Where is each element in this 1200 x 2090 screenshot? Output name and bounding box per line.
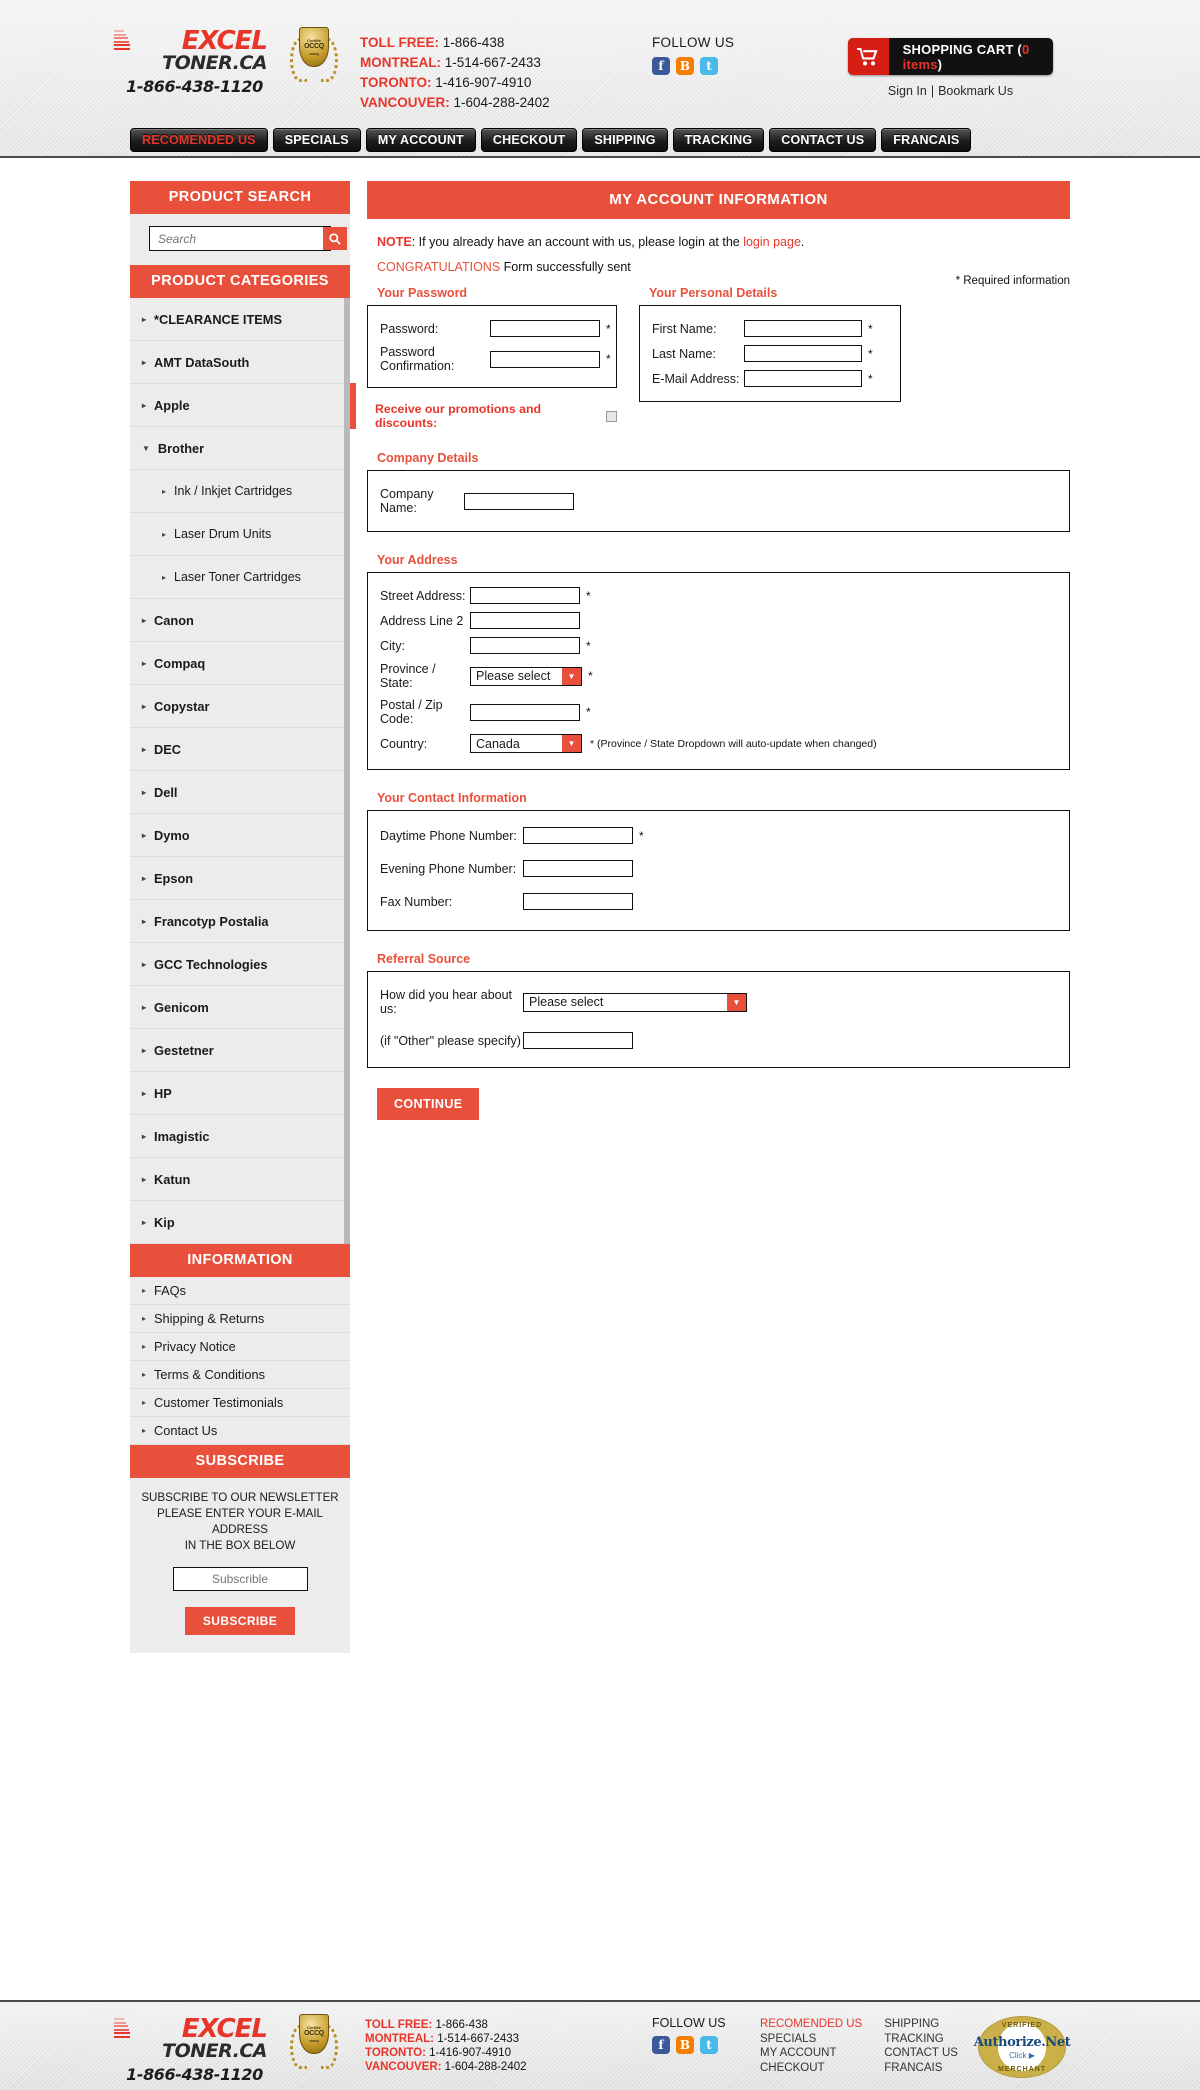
category-label: Genicom — [154, 999, 209, 1015]
footer-contact-value: 1-604-288-2402 — [444, 2061, 527, 2073]
evening-phone-input[interactable] — [523, 860, 633, 877]
link-separator: | — [930, 84, 935, 98]
subscribe-button[interactable]: SUBSCRIBE — [185, 1607, 295, 1635]
address-fieldset — [367, 572, 1070, 770]
required-star: * — [586, 705, 591, 719]
follow-us-label: FOLLOW US — [652, 35, 735, 50]
referral-source-select[interactable] — [523, 993, 747, 1012]
category-label: Francotyp Postalia — [154, 913, 269, 929]
footer-logo-excel-text: EXCEL — [181, 2014, 267, 2044]
chevron-right-icon: ▸ — [142, 959, 147, 969]
required-star: * — [606, 321, 611, 336]
header-follow-us — [652, 35, 734, 75]
personal-fieldset — [639, 305, 901, 402]
city-label: City: — [380, 638, 405, 653]
information-label: Customer Testimonials — [154, 1395, 284, 1410]
nav-tab-tracking[interactable]: TRACKING — [673, 128, 765, 152]
fax-row — [380, 893, 1069, 910]
chevron-right-icon: ▸ — [162, 572, 167, 582]
information-label: Shipping & Returns — [154, 1311, 265, 1326]
information-item[interactable] — [130, 1361, 350, 1389]
country-row — [380, 734, 1069, 753]
how-did-you-hear-row — [380, 988, 1069, 1016]
site-logo[interactable] — [122, 28, 267, 96]
evening-phone-row — [380, 860, 1069, 877]
information-item[interactable] — [130, 1417, 350, 1445]
category-item[interactable] — [130, 1115, 344, 1158]
footer-contact-line — [365, 2018, 527, 2032]
category-item[interactable] — [130, 771, 344, 814]
occq-badge-top: Certifié — [307, 37, 321, 43]
category-item[interactable] — [130, 1158, 344, 1201]
nav-tab-recomended-us[interactable]: RECOMENDED US — [130, 128, 268, 152]
chevron-right-icon: ▸ — [142, 1045, 147, 1055]
country-hint: * (Province / State Dropdown will auto-update when changed) — [590, 737, 877, 750]
password-label: Password: — [380, 321, 439, 336]
contact-info-section — [367, 791, 1070, 931]
contact-label: MONTREAL: — [360, 55, 441, 70]
footer-social-icons — [652, 2036, 726, 2054]
cart-icon — [848, 38, 889, 75]
chevron-right-icon: ▸ — [142, 830, 147, 840]
category-item[interactable] — [130, 728, 344, 771]
chevron-right-icon: ▸ — [142, 916, 147, 926]
footer-follow-us — [652, 2016, 726, 2054]
chevron-right-icon: ▸ — [142, 1217, 147, 1227]
required-star: * — [586, 638, 591, 653]
twitter-icon[interactable]: t — [700, 2036, 718, 2054]
logo-bars-icon — [114, 30, 130, 52]
footer-links — [760, 2017, 958, 2075]
cart-count: 0 items — [902, 41, 1030, 72]
address-section — [367, 553, 1070, 770]
subscribe-title: SUBSCRIBE — [130, 1445, 350, 1478]
chevron-right-icon: ▸ — [142, 314, 147, 324]
category-list — [130, 298, 350, 1244]
chevron-right-icon: ▸ — [142, 1342, 147, 1351]
blogger-icon[interactable]: B — [676, 2036, 694, 2054]
information-item[interactable] — [130, 1305, 350, 1333]
note-text: : If you already have an account with us, please login at the — [411, 235, 744, 249]
footer-link[interactable]: SHIPPING — [884, 2018, 940, 2030]
contact-line — [360, 53, 550, 73]
referral-section-title: Referral Source — [377, 952, 471, 966]
password-input[interactable] — [490, 320, 600, 337]
province-row — [380, 662, 1069, 690]
postal-code-label: Postal / Zip Code: — [380, 698, 443, 726]
category-item[interactable] — [130, 814, 344, 857]
main-navigation — [130, 128, 971, 152]
login-note — [377, 235, 1070, 249]
contact-line — [360, 73, 550, 93]
contact-value: 1-514-667-2433 — [444, 55, 541, 70]
chevron-right-icon: ▸ — [142, 1398, 147, 1407]
category-label: Dell — [154, 784, 178, 800]
province-selected-value: Please select — [476, 669, 551, 683]
promotions-row — [375, 402, 617, 430]
category-item[interactable] — [130, 642, 344, 685]
category-label: DEC — [154, 741, 182, 757]
footer-logo-phone-text: 1-866-438-1120 — [126, 2064, 263, 2084]
category-item[interactable] — [130, 599, 344, 642]
search-input[interactable] — [150, 227, 323, 250]
footer-occq-main: OCCQ — [304, 2029, 324, 2037]
contact-line — [360, 93, 550, 113]
subscribe-email-input[interactable] — [173, 1567, 308, 1591]
password-row — [380, 320, 616, 337]
category-item[interactable] — [130, 298, 344, 341]
footer-contact-line — [365, 2032, 527, 2046]
cart-label: SHOPPING CART (0 items) — [902, 41, 1030, 72]
footer-occq-badge — [290, 2014, 338, 2072]
categories-scroll-area — [130, 298, 350, 1244]
nav-tab-contact-us[interactable]: CONTACT US — [769, 128, 876, 152]
password-confirm-row — [380, 345, 616, 373]
required-star: * — [868, 321, 873, 336]
contact-section-title: Your Contact Information — [377, 791, 527, 805]
nav-tab-francais[interactable]: FRANCAIS — [881, 128, 971, 152]
company-section — [367, 451, 1070, 532]
category-item[interactable] — [130, 470, 344, 513]
category-label: Imagistic — [154, 1128, 210, 1144]
chevron-right-icon: ▸ — [142, 873, 147, 883]
required-star: * — [639, 828, 644, 843]
occq-shield-icon — [299, 27, 329, 67]
category-item[interactable] — [130, 427, 344, 470]
footer-occq-sub: occq — [309, 2038, 319, 2044]
header-account-links — [848, 84, 1053, 98]
information-item[interactable] — [130, 1277, 350, 1305]
last-name-row — [652, 345, 900, 362]
daytime-phone-row — [380, 827, 1069, 844]
country-select[interactable] — [470, 734, 582, 753]
nav-tab-shipping[interactable]: SHIPPING — [582, 128, 667, 152]
chevron-right-icon: ▸ — [142, 1088, 147, 1098]
category-label: Gestetner — [154, 1042, 214, 1058]
congratulations-message — [377, 260, 1070, 274]
footer-links-column-1 — [760, 2017, 862, 2075]
chevron-right-icon: ▸ — [142, 615, 147, 625]
footer-logo-toner-text: TONER.CA — [162, 2040, 267, 2062]
continue-button[interactable]: CONTINUE — [377, 1088, 479, 1120]
category-label: Copystar — [154, 698, 210, 714]
country-label: Country: — [380, 736, 428, 751]
promotions-checkbox[interactable] — [606, 411, 617, 422]
occq-badge-sub: occq — [309, 51, 319, 57]
first-name-input[interactable] — [744, 320, 862, 337]
nav-tab-checkout[interactable]: CHECKOUT — [481, 128, 577, 152]
footer-link[interactable]: FRANCAIS — [884, 2061, 943, 2074]
personal-section-title: Your Personal Details — [649, 286, 778, 300]
category-label: Katun — [154, 1171, 191, 1187]
category-label: Laser Drum Units — [174, 527, 272, 541]
footer-contact-label: TORONTO: — [365, 2047, 426, 2059]
chevron-right-icon: ▸ — [142, 1131, 147, 1141]
contact-value: 1-604-288-2402 — [453, 95, 550, 110]
authnet-merchant-text: MERCHANT — [997, 2066, 1047, 2073]
sidebar — [130, 181, 350, 1653]
footer-follow-us-label: FOLLOW US — [652, 2016, 726, 2030]
nav-tab-specials[interactable]: SPECIALS — [273, 128, 361, 152]
category-item[interactable] — [130, 900, 344, 943]
category-item[interactable] — [130, 1072, 344, 1115]
password-confirmation-input[interactable] — [490, 351, 600, 368]
street-address-row — [380, 587, 1069, 604]
information-title: INFORMATION — [130, 1244, 350, 1277]
chevron-down-icon: ▼ — [727, 994, 746, 1011]
first-name-label: First Name: — [652, 321, 717, 336]
chevron-down-icon: ▼ — [562, 735, 581, 752]
category-label: Apple — [154, 397, 190, 413]
footer-links-column-2 — [884, 2017, 958, 2075]
address-section-title: Your Address — [377, 553, 458, 567]
category-item[interactable] — [130, 1029, 344, 1072]
header-contacts — [360, 33, 550, 113]
address-line-2-row — [380, 612, 1069, 629]
nav-tab-my-account[interactable]: MY ACCOUNT — [366, 128, 476, 152]
bookmark-us-link[interactable]: Bookmark Us — [938, 84, 1014, 98]
category-label: Dymo — [154, 827, 190, 843]
subscribe-text-2: PLEASE ENTER YOUR E-MAIL ADDRESS — [156, 1507, 323, 1536]
chevron-right-icon: ▸ — [142, 658, 147, 668]
category-item[interactable] — [130, 857, 344, 900]
shopping-cart-button[interactable] — [848, 38, 1053, 75]
twitter-icon[interactable]: t — [700, 57, 718, 75]
social-icons — [652, 57, 734, 75]
chevron-right-icon: ▸ — [142, 1314, 147, 1323]
category-item[interactable] — [130, 384, 344, 427]
logo-toner-text: TONER.CA — [162, 52, 267, 74]
category-label: Canon — [154, 612, 194, 628]
required-star: * — [606, 352, 611, 366]
information-label: FAQs — [154, 1283, 187, 1298]
sign-in-link[interactable]: Sign In — [887, 84, 927, 98]
footer-logo[interactable] — [122, 2016, 267, 2084]
authnet-verified-text: VERIFIED — [1001, 2022, 1043, 2029]
site-header — [0, 0, 1200, 158]
information-item[interactable] — [130, 1389, 350, 1417]
company-name-row — [380, 487, 1069, 515]
last-name-input[interactable] — [744, 345, 862, 362]
password-fieldset — [367, 305, 617, 388]
category-label: Epson — [154, 870, 194, 886]
last-name-label: Last Name: — [652, 346, 716, 361]
footer-occq-top: Certifié — [307, 2024, 321, 2030]
footer-link[interactable]: RECOMENDED US — [760, 2018, 863, 2030]
email-input[interactable] — [744, 370, 862, 387]
information-item[interactable] — [130, 1333, 350, 1361]
referral-fieldset — [367, 971, 1070, 1068]
congrats-label: CONGRATULATIONS — [377, 260, 501, 274]
company-name-input[interactable] — [464, 493, 574, 510]
footer-logo-bars-icon — [114, 2018, 130, 2040]
other-specify-label: (if "Other" please specify) — [380, 1033, 521, 1048]
referral-selected-value: Please select — [529, 995, 604, 1009]
company-name-label: Company Name: — [380, 487, 434, 515]
other-specify-row — [380, 1032, 1069, 1049]
address-line-2-input[interactable] — [470, 612, 580, 629]
email-row — [652, 370, 900, 387]
category-item[interactable] — [130, 1201, 344, 1244]
referral-section — [367, 952, 1070, 1068]
subscribe-area — [130, 1478, 350, 1653]
facebook-icon[interactable]: f — [652, 2036, 670, 2054]
evening-phone-label: Evening Phone Number: — [380, 861, 517, 876]
category-label: Ink / Inkjet Cartridges — [174, 484, 293, 498]
category-label: GCC Technologies — [154, 956, 268, 972]
footer-contacts — [365, 2018, 527, 2074]
chevron-right-icon: ▸ — [142, 1174, 147, 1184]
footer-contact-label: VANCOUVER: — [365, 2061, 442, 2073]
footer-link[interactable]: CONTACT US — [884, 2047, 958, 2059]
contact-value: 1-416-907-4910 — [435, 75, 532, 90]
city-input[interactable] — [470, 637, 580, 654]
password-column — [367, 286, 617, 430]
chevron-right-icon: ▸ — [142, 357, 147, 367]
password-section-title: Your Password — [377, 286, 468, 300]
chevron-right-icon: ▸ — [142, 1286, 147, 1295]
site-footer — [0, 2000, 1200, 2090]
category-label: *CLEARANCE ITEMS — [154, 311, 282, 327]
chevron-right-icon: ▸ — [142, 400, 147, 410]
footer-contact-value: 1-416-907-4910 — [429, 2047, 511, 2059]
category-label: AMT DataSouth — [154, 354, 250, 370]
country-selected-value: Canada — [476, 736, 520, 751]
footer-contact-line — [365, 2060, 527, 2074]
required-star: * — [868, 346, 873, 361]
footer-contact-value: 1-866-438 — [435, 2019, 488, 2031]
category-label: Brother — [157, 440, 205, 456]
city-row — [380, 637, 1069, 654]
required-info-note: * Required information — [955, 275, 1070, 287]
product-categories-title: PRODUCT CATEGORIES — [130, 265, 350, 298]
company-fieldset — [367, 470, 1070, 532]
category-item[interactable] — [130, 685, 344, 728]
postal-code-row — [380, 698, 1069, 726]
search-area — [130, 214, 350, 265]
page-title: MY ACCOUNT INFORMATION — [367, 181, 1070, 219]
blogger-icon[interactable]: B — [676, 57, 694, 75]
category-label: HP — [154, 1085, 172, 1101]
page-content — [0, 158, 1200, 2000]
province-label: Province / State: — [380, 662, 436, 690]
category-scrollbar-thumb[interactable] — [350, 383, 356, 429]
password-confirmation-label: Password Confirmation: — [380, 345, 455, 373]
category-item[interactable] — [130, 341, 344, 384]
chevron-right-icon: ▸ — [142, 787, 147, 797]
contact-value: 1-866-438 — [442, 35, 505, 50]
personal-details-column — [639, 286, 901, 430]
street-address-input[interactable] — [470, 587, 580, 604]
authorize-net-seal[interactable] — [973, 2016, 1071, 2078]
chevron-right-icon: ▸ — [162, 529, 167, 539]
information-label: Privacy Notice — [154, 1339, 236, 1354]
information-label: Terms & Conditions — [154, 1367, 265, 1382]
subscribe-text-3: IN THE BOX BELOW — [184, 1539, 296, 1552]
category-item[interactable] — [130, 943, 344, 986]
footer-link[interactable]: MY ACCOUNT — [760, 2047, 837, 2059]
main-panel — [367, 181, 1070, 1120]
footer-contact-label: TOLL FREE: — [365, 2019, 433, 2031]
authnet-click-text: Click ▶ — [1009, 2050, 1035, 2060]
fax-label: Fax Number: — [380, 894, 453, 909]
contact-fieldset — [367, 810, 1070, 931]
how-did-you-hear-label: How did you hear about us: — [380, 988, 513, 1016]
daytime-phone-label: Daytime Phone Number: — [380, 828, 517, 843]
footer-link[interactable]: SPECIALS — [760, 2032, 817, 2045]
category-label: Compaq — [154, 655, 206, 671]
facebook-icon[interactable]: f — [652, 57, 670, 75]
contact-label: VANCOUVER: — [360, 95, 450, 110]
logo-excel-text: EXCEL — [181, 26, 267, 56]
occq-certification-badge — [290, 27, 338, 85]
occq-badge-main: OCCQ — [304, 42, 324, 50]
chevron-down-icon: ▼ — [142, 443, 150, 453]
footer-link[interactable]: CHECKOUT — [760, 2061, 825, 2074]
product-search-title: PRODUCT SEARCH — [130, 181, 350, 214]
footer-contact-label: MONTREAL: — [365, 2033, 434, 2045]
information-label: Contact Us — [154, 1423, 218, 1438]
note-end: . — [800, 235, 805, 249]
address-line-2-label: Address Line 2 — [380, 613, 464, 628]
contact-label: TORONTO: — [360, 75, 432, 90]
search-box[interactable] — [149, 226, 331, 251]
subscribe-text-1: SUBSCRIBE TO OUR NEWSLETTER — [141, 1491, 339, 1504]
email-label: E-Mail Address: — [652, 371, 740, 386]
authnet-name-text: Authorize.Net — [973, 2034, 1071, 2050]
logo-phone-text: 1-866-438-1120 — [126, 76, 263, 96]
search-button[interactable] — [323, 227, 347, 250]
category-label: Kip — [154, 1214, 175, 1230]
province-select[interactable] — [470, 667, 582, 686]
chevron-right-icon: ▸ — [142, 744, 147, 754]
login-page-link[interactable]: login page — [743, 235, 801, 249]
postal-code-input[interactable] — [470, 704, 580, 721]
contact-label: TOLL FREE: — [360, 35, 440, 50]
chevron-down-icon: ▼ — [562, 668, 581, 685]
footer-contact-line — [365, 2046, 527, 2060]
contact-line — [360, 33, 550, 53]
daytime-phone-input[interactable] — [523, 827, 633, 844]
footer-occq-shield-icon — [299, 2014, 329, 2054]
required-star: * — [586, 588, 591, 603]
password-personal-row — [367, 286, 1070, 430]
chevron-right-icon: ▸ — [142, 701, 147, 711]
street-address-label: Street Address: — [380, 588, 466, 603]
footer-link[interactable]: TRACKING — [884, 2032, 944, 2045]
information-list — [130, 1277, 350, 1445]
promotions-label: Receive our promotions and discounts: — [375, 402, 542, 430]
category-label: Laser Toner Cartridges — [174, 570, 301, 584]
chevron-right-icon: ▸ — [142, 1002, 147, 1012]
company-section-title: Company Details — [377, 451, 479, 465]
chevron-right-icon: ▸ — [142, 1426, 147, 1435]
fax-input[interactable] — [523, 893, 633, 910]
other-specify-input[interactable] — [523, 1032, 633, 1049]
required-star: * — [588, 669, 593, 683]
footer-contact-value: 1-514-667-2433 — [437, 2033, 520, 2045]
note-label: NOTE — [377, 235, 412, 249]
category-item[interactable] — [130, 986, 344, 1029]
first-name-row — [652, 320, 900, 337]
required-star: * — [868, 371, 873, 386]
chevron-right-icon: ▸ — [142, 1370, 147, 1379]
congrats-text: Form successfully sent — [500, 260, 631, 274]
category-item[interactable] — [130, 556, 344, 599]
category-item[interactable] — [130, 513, 344, 556]
chevron-right-icon: ▸ — [162, 486, 167, 496]
